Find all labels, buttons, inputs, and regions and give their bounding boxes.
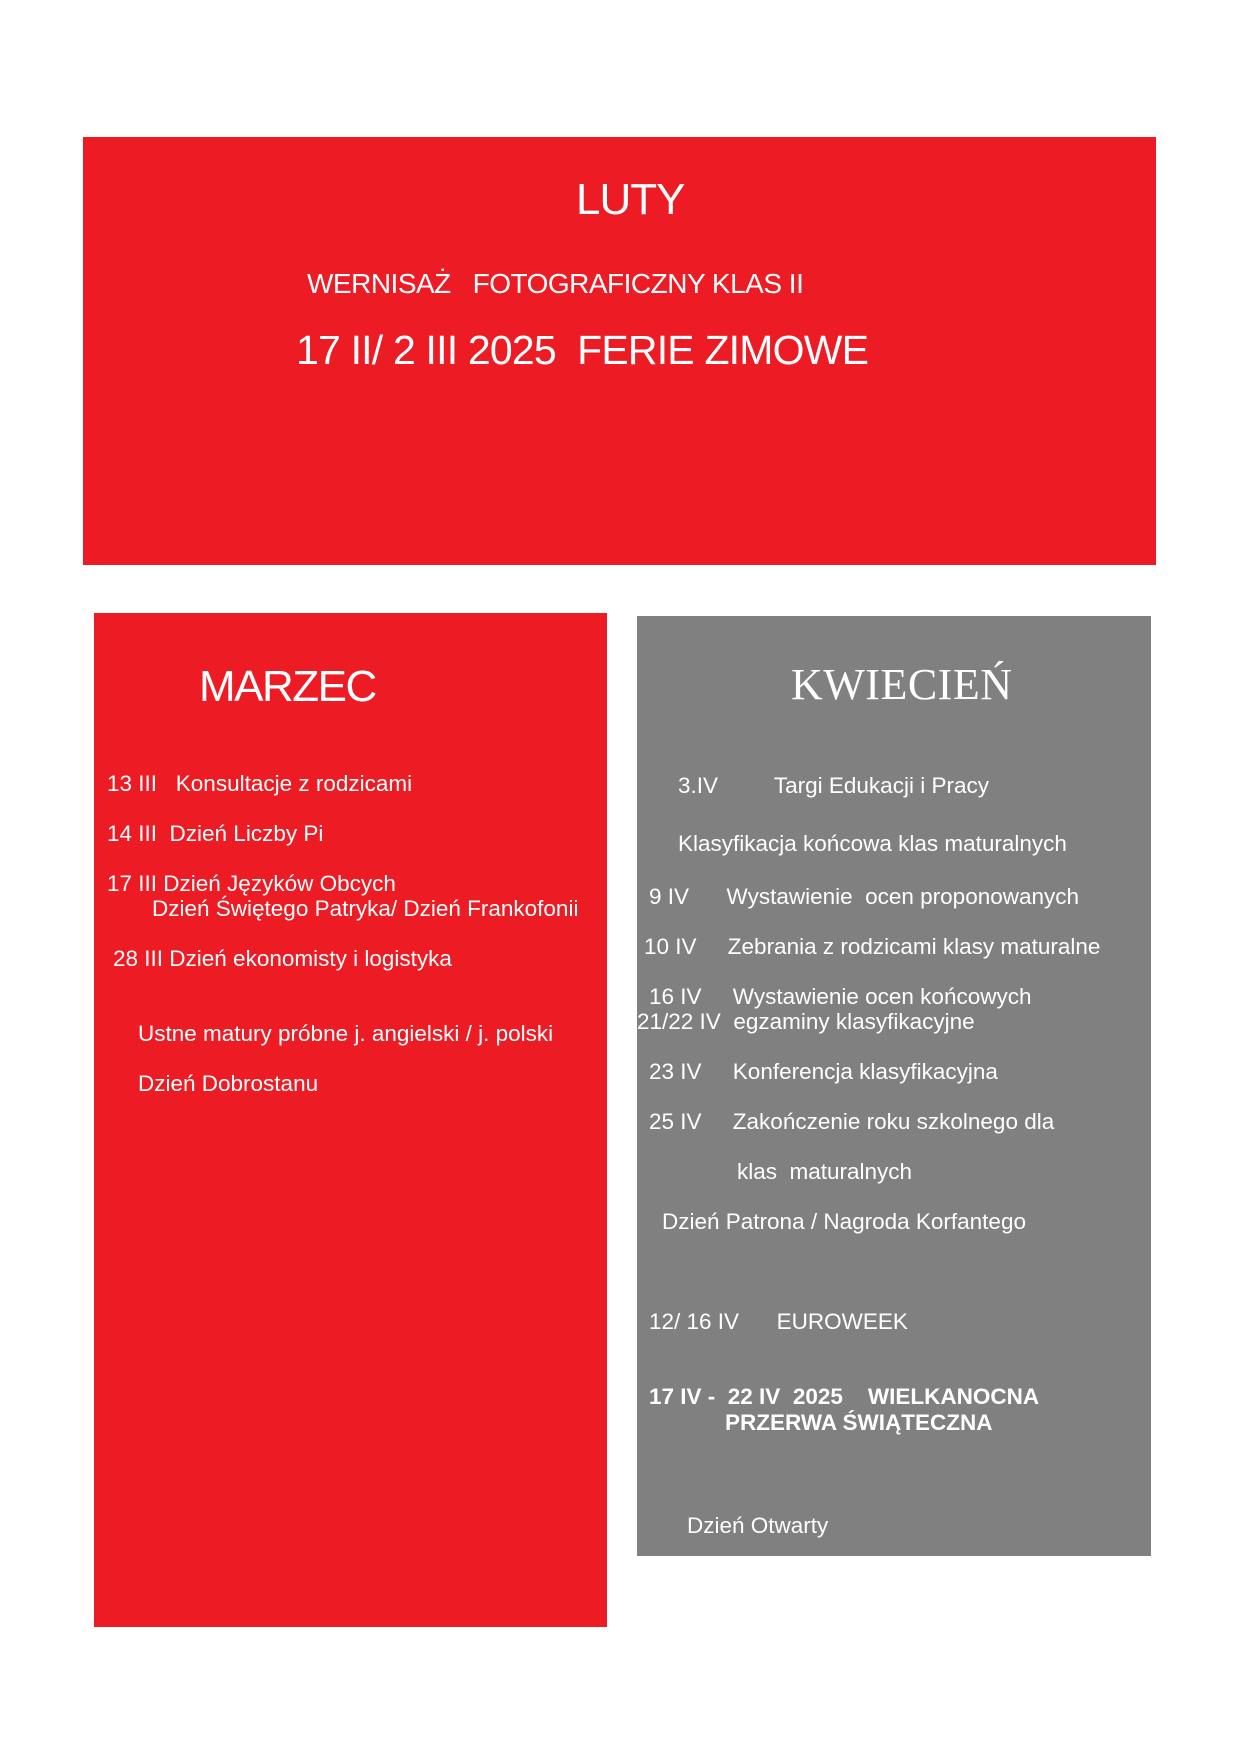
marzec-panel bbox=[94, 613, 607, 1627]
kwiecien-item: Dzień Patrona / Nagroda Korfantego bbox=[662, 1209, 1026, 1234]
kwiecien-item: 12/ 16 IV EUROWEEK bbox=[649, 1309, 908, 1334]
kwiecien-item: 23 IV Konferencja klasyfikacyjna bbox=[649, 1059, 998, 1084]
luty-heading: LUTY bbox=[576, 175, 685, 224]
kwiecien-item: 25 IV Zakończenie roku szkolnego dla bbox=[649, 1109, 1055, 1134]
marzec-item: Dzień Świętego Patryka/ Dzień Frankofonii bbox=[152, 896, 579, 921]
kwiecien-heading: KWIECIEŃ bbox=[791, 660, 1013, 709]
kwiecien-item: 3.IV Targi Edukacji i Pracy bbox=[678, 773, 989, 798]
kwiecien-item-easter: PRZERWA ŚWIĄTECZNA bbox=[725, 1410, 993, 1435]
marzec-item: 28 III Dzień ekonomisty i logistyka bbox=[113, 946, 452, 971]
marzec-item: 17 III Dzień Języków Obcych bbox=[107, 871, 396, 896]
kwiecien-item-easter: 17 IV - 22 IV 2025 WIELKANOCNA bbox=[649, 1384, 1040, 1409]
marzec-item: 13 III Konsultacje z rodzicami bbox=[107, 771, 413, 796]
marzec-item: 14 III Dzień Liczby Pi bbox=[107, 821, 324, 846]
kwiecien-item: Klasyfikacja końcowa klas maturalnych bbox=[678, 831, 1067, 856]
luty-event-ferie: 17 II/ 2 III 2025 FERIE ZIMOWE bbox=[296, 327, 869, 373]
marzec-item: Ustne matury próbne j. angielski / j. polski bbox=[138, 1021, 554, 1046]
kwiecien-item: klas maturalnych bbox=[737, 1159, 913, 1184]
kwiecien-panel bbox=[637, 616, 1151, 1556]
kwiecien-item: Dzień Otwarty bbox=[687, 1513, 829, 1538]
kwiecien-item: 16 IV Wystawienie ocen końcowych bbox=[649, 984, 1032, 1009]
kwiecien-item: 10 IV Zebrania z rodzicami klasy maturalne bbox=[644, 934, 1101, 959]
marzec-item: Dzień Dobrostanu bbox=[138, 1071, 319, 1096]
kwiecien-item: 21/22 IV egzaminy klasyfikacyjne bbox=[637, 1009, 975, 1034]
kwiecien-item: 9 IV Wystawienie ocen proponowanych bbox=[649, 884, 1080, 909]
luty-event-wernisaz: WERNISAŻ FOTOGRAFICZNY KLAS II bbox=[307, 268, 804, 299]
luty-panel bbox=[83, 137, 1156, 565]
marzec-heading: MARZEC bbox=[199, 662, 376, 711]
